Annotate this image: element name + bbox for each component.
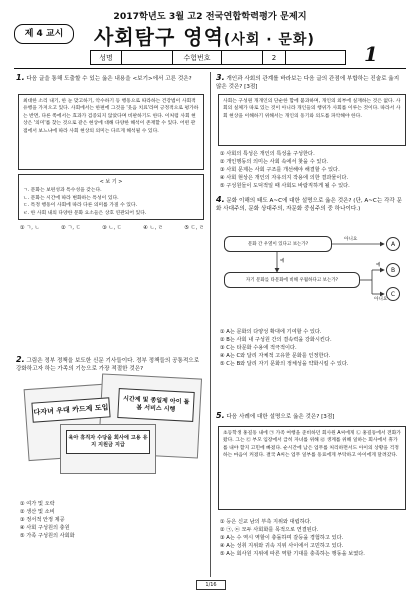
page-footer bbox=[196, 580, 226, 590]
question-1 bbox=[16, 74, 204, 83]
exam-title: 2017학년도 3월 고2 전국연합학력평가 문제지 bbox=[113, 11, 307, 22]
q2-choice-2[interactable]: ② 생산 및 소비 bbox=[20, 509, 55, 515]
q5-choice-2[interactable]: ② ㉠, ㉢ 모두 사회화를 목적으로 연결된다. bbox=[220, 527, 319, 533]
name-label: 성명 bbox=[91, 51, 122, 64]
headline-2: 시간제 및 종일제 아이 돌봄 서비스 시행 bbox=[117, 388, 194, 422]
q1-bogi-1: ㄱ. 문화는 보편성과 특수성을 갖는다. bbox=[23, 188, 102, 194]
q1-bogi-4: ㄹ. 한 사회 내의 다양한 문화 요소들은 상호 연관되어 있다. bbox=[23, 210, 147, 216]
q2-stem: 그림은 정부 정책을 보도한 신문 기사들이다. 정부 정책들의 공통적으로 강화하고자 하는 가족의 기능으로 가장 적절한 것은? bbox=[16, 358, 200, 373]
q5-passage-box bbox=[218, 426, 406, 510]
node-c: C bbox=[386, 287, 400, 301]
subject-subtitle: (사회 · 문화) bbox=[223, 32, 315, 48]
q4-choice-4[interactable]: ④ A는 C와 달리 자체적 고유한 문화를 인정한다. bbox=[220, 353, 331, 359]
q2-choices bbox=[20, 500, 204, 540]
q5-passage: 초등학생 홍길동 내에 ㉠ 가족 여행을 준비하던 회사원 A씨에게 ㉡ 홍길동에서 전화가 왔다. 그는 ㉢ 부모 입장에서 급히 자녀를 위해 ㉣ 생계를 위해 일하는 회사에서 휴가를 내야 할지 고민에 빠졌다. 순시간에 남은 업무를 처리하면서도 아이의 상황을 걱정하는 마음이 커졌다. 결국 A씨는 업무 일부를 동료에게 부탁하고 아이에게 달려갔다. bbox=[223, 431, 401, 459]
q4-choice-3[interactable]: ③ C는 타문화 수용에 적극적이다. bbox=[220, 345, 297, 351]
header-rule bbox=[14, 68, 406, 69]
q4-choice-5[interactable]: ⑤ C는 B와 달리 자기 문화의 정체성을 약화시킬 수 있다. bbox=[220, 361, 349, 367]
headline-3: 육아 휴직자 수당을 회사에 고용 유지 지원금 지급 bbox=[66, 430, 150, 454]
q3-choice-2[interactable]: ② 개인행동의 의미는 사회 속에서 찾을 수 있다. bbox=[220, 159, 329, 165]
q5-choice-5[interactable]: ⑤ A는 회사원 지위에 따른 역할 기대를 충족하는 행동을 보였다. bbox=[220, 551, 365, 557]
q1-stem: 다음 글을 통해 도출할 수 있는 옳은 내용을 <보기>에서 고른 것은? bbox=[26, 76, 192, 82]
candidate-info-bar bbox=[90, 50, 346, 65]
q3-choices bbox=[220, 150, 406, 190]
diagram-no-label-2: 아니요 bbox=[374, 297, 388, 302]
q2-choice-1[interactable]: ① 여가 및 오락 bbox=[20, 501, 55, 507]
q4-choices bbox=[220, 328, 406, 368]
number-field-2[interactable]: 2 bbox=[263, 51, 286, 64]
q4-number: 4. bbox=[216, 195, 225, 204]
q5-choices bbox=[220, 518, 406, 558]
name-field[interactable] bbox=[122, 51, 173, 64]
q3-passage-box bbox=[218, 94, 406, 146]
question-3 bbox=[216, 74, 406, 91]
node-b: B bbox=[386, 263, 400, 277]
q1-choices bbox=[20, 224, 204, 232]
q3-choice-1[interactable]: ① 사회의 특성은 개인의 특성을 구성한다. bbox=[220, 151, 315, 157]
q1-passage-box bbox=[18, 94, 204, 170]
q4-stem: 문화 이해의 태도 A~C에 대한 설명으로 옳은 것은? (단, A~C는 각각 문화 사대주의, 문화 상대주의, 자문화 중심주의 중 하나이다.) bbox=[216, 198, 403, 213]
q5-stem: 다음 사례에 대한 설명으로 옳은 것은? [3점] bbox=[226, 414, 335, 420]
q4-flow-diagram bbox=[222, 230, 406, 330]
q2-choice-3[interactable]: ③ 정서적 안정 제공 bbox=[20, 517, 65, 523]
subject-title bbox=[94, 21, 315, 50]
question-4 bbox=[216, 196, 406, 213]
number-field-1[interactable] bbox=[222, 51, 263, 64]
subject-name: 사회탐구 영역 bbox=[94, 25, 224, 49]
diagram-question-1: 문화 간 우열이 있다고 보는가? bbox=[224, 236, 332, 252]
q1-choice-4[interactable]: ④ ㄴ, ㄹ bbox=[143, 225, 163, 231]
q1-passage: 최대한 소리 내기, 한 눈 맞고하기, 악수하기 등 행동으로 따라하는 건강법이 사회적 유행을 가져오고 있다. 사회에서는 한편에 그것을 '웃음 치료'라며 긍정적으로 평가하는 반면, 다른 쪽에서는 효과가 검증되지 않았다며 비판하기도 한다. 이처럼 사회 현상은 '의미'를 찾는 것으로 같은 현상에 대해 다양한 해석이 존재할 수 있다. 어떤 관점에서 보느냐에 따라 사회 현상의 의미는 다르게 해석될 수 있다. bbox=[23, 99, 199, 134]
q4-choice-2[interactable]: ② B는 사회 내 구성원 간의 결속력을 강화시킨다. bbox=[220, 337, 332, 343]
q3-choice-3[interactable]: ③ 사회 문제는 사회 구조를 개선해야 해결할 수 있다. bbox=[220, 167, 340, 173]
q1-choice-5[interactable]: ⑤ ㄷ, ㄹ bbox=[184, 225, 204, 231]
headline-1: 다자녀 우대 카드제 도입 bbox=[31, 397, 110, 422]
number-label: 수험번호 bbox=[173, 51, 222, 64]
q2-choice-4[interactable]: ④ 사회 구성원의 충원 bbox=[20, 525, 70, 531]
q3-number: 3. bbox=[216, 73, 225, 82]
q4-choice-1[interactable]: ① A는 문화의 다양성 확대에 기여할 수 있다. bbox=[220, 329, 322, 335]
q5-choice-1[interactable]: ① 등은 신교 남의 부측 지위와 대립하다. bbox=[220, 519, 312, 525]
diagram-yes-label-2: 예 bbox=[376, 263, 381, 268]
question-2 bbox=[16, 356, 204, 373]
q1-bogi-box bbox=[18, 174, 204, 220]
node-a: A bbox=[386, 237, 400, 251]
q3-stem: 개인과 사회의 관계를 바라보는 다음 글의 관점에 부합하는 진술로 옳지 않은 것은? [3점] bbox=[216, 76, 400, 91]
q2-number: 2. bbox=[16, 355, 25, 364]
diagram-no-label-1: 아니요 bbox=[344, 237, 358, 242]
diagram-yes-label-1: 예 bbox=[280, 259, 285, 264]
footer-page: 1 bbox=[205, 582, 209, 588]
q1-choice-2[interactable]: ② ㄱ, ㄷ bbox=[61, 225, 81, 231]
q2-newspaper-figure bbox=[26, 374, 202, 474]
q2-choice-5[interactable]: ⑤ 가족 구성원의 사회화 bbox=[20, 533, 75, 539]
period-badge: 제 4 교시 bbox=[14, 24, 74, 44]
q3-passage: 사회는 구성원 개개인의 단순한 합에 불과하며, 개인의 외부에 실재하는 것은 없다. 사회의 실체가 따로 있는 것이 아니라 개인들의 행위가 사회를 이루는 것이다. 따라서 사회 현상을 이해하기 위해서는 개인의 동기와 의도를 파악해야 한다. bbox=[223, 99, 401, 119]
q1-choice-3[interactable]: ③ ㄴ, ㄷ bbox=[102, 225, 122, 231]
page-number: 1 bbox=[364, 42, 378, 66]
q5-choice-4[interactable]: ④ A는 성취 지위와 귀속 지위 사이에서 고민하고 있다. bbox=[220, 543, 344, 549]
q3-choice-5[interactable]: ⑤ 구성원들이 도덕적일 때 사회도 바람직하게 될 수 있다. bbox=[220, 183, 350, 189]
q1-number: 1. bbox=[16, 73, 25, 82]
q1-bogi-3: ㄷ. 특정 행동이 사회에 따라 다른 의미를 가질 수 있다. bbox=[23, 203, 138, 209]
q1-bogi-title: < 보 기 > bbox=[99, 179, 123, 185]
number-field-3[interactable] bbox=[286, 51, 345, 64]
q5-number: 5. bbox=[216, 411, 225, 420]
q3-choice-4[interactable]: ④ 사회 현상은 개인의 자유의지 작용에 의한 결과물이다. bbox=[220, 175, 349, 181]
q1-bogi-2: ㄴ. 문화는 시간에 따라 변화하는 특성이 있다. bbox=[23, 195, 119, 201]
diagram-question-2: 자기 문화를 타문화에 비해 우월하다고 보는가? bbox=[224, 272, 360, 288]
q5-choice-3[interactable]: ③ A는 수 역시 역할이 충돌하며 갈등을 경험하고 있다. bbox=[220, 535, 344, 541]
q1-choice-1[interactable]: ① ㄱ, ㄴ bbox=[20, 225, 40, 231]
footer-separator: / bbox=[208, 582, 211, 588]
column-separator bbox=[210, 72, 211, 577]
question-5 bbox=[216, 412, 406, 421]
footer-total: 16 bbox=[210, 582, 217, 588]
